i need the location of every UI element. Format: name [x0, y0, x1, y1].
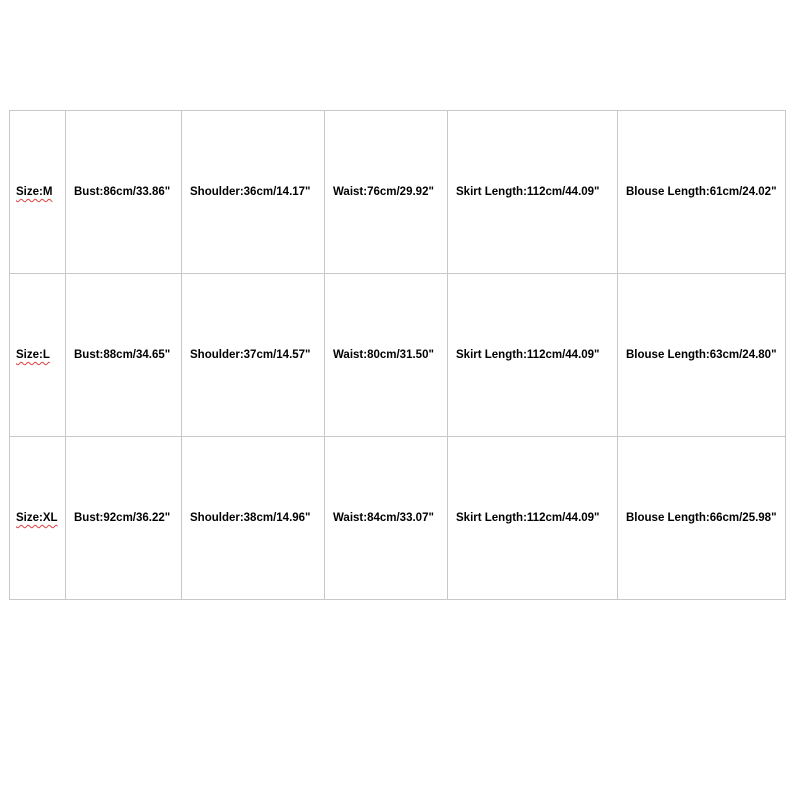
- table-row: [10, 437, 786, 600]
- bust-cell: Bust:92cm/36.22": [66, 437, 182, 600]
- blouse-length-cell: Blouse Length:61cm/24.02": [618, 111, 786, 274]
- bust-cell: Bust:88cm/34.65": [66, 274, 182, 437]
- shoulder-cell: Shoulder:38cm/14.96": [182, 437, 325, 600]
- size-label: Size:L: [16, 349, 50, 361]
- skirt-length-cell: Skirt Length:112cm/44.09": [448, 274, 618, 437]
- size-cell: [10, 274, 66, 437]
- bust-cell: Bust:86cm/33.86": [66, 111, 182, 274]
- waist-cell: Waist:84cm/33.07": [325, 437, 448, 600]
- size-label: Size:XL: [16, 512, 58, 524]
- size-chart-table: [9, 110, 786, 600]
- blouse-length-cell: Blouse Length:63cm/24.80": [618, 274, 786, 437]
- table-row: [10, 111, 786, 274]
- blouse-length-cell: Blouse Length:66cm/25.98": [618, 437, 786, 600]
- shoulder-cell: Shoulder:36cm/14.17": [182, 111, 325, 274]
- waist-cell: Waist:76cm/29.92": [325, 111, 448, 274]
- size-label: Size:M: [16, 186, 53, 198]
- shoulder-cell: Shoulder:37cm/14.57": [182, 274, 325, 437]
- size-cell: [10, 437, 66, 600]
- skirt-length-cell: Skirt Length:112cm/44.09": [448, 111, 618, 274]
- waist-cell: Waist:80cm/31.50": [325, 274, 448, 437]
- table-row: [10, 274, 786, 437]
- skirt-length-cell: Skirt Length:112cm/44.09": [448, 437, 618, 600]
- size-cell: [10, 111, 66, 274]
